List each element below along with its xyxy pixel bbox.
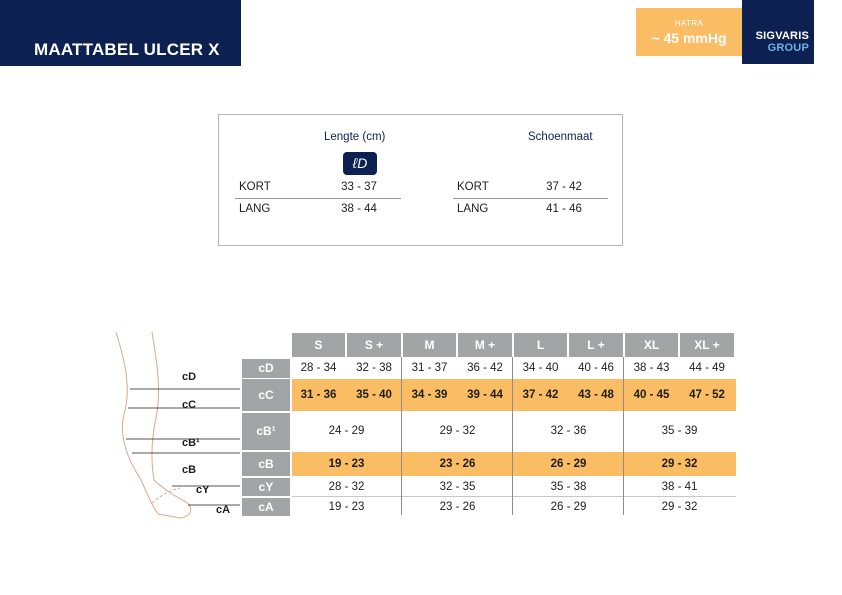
size-table [242,333,736,515]
size-cell: 28 - 32 [328,481,365,493]
size-cell: 32 - 36 [550,425,587,437]
size-cell: 39 - 44 [467,389,503,401]
hatra-badge [636,8,742,56]
size-header-Mplus: M + [458,333,512,357]
hatra-label: HATRA [674,19,704,28]
size-cell: 35 - 39 [661,425,698,437]
row-label-cd: cD [242,359,290,378]
size-cell: 40 - 45 [633,389,670,401]
size-cell: 37 - 42 [522,389,559,401]
page-title: MAATTABEL ULCER X [34,40,220,59]
size-cell: 36 - 42 [467,362,503,374]
size-cell: 19 - 23 [328,501,365,513]
size-cell: 38 - 43 [633,362,670,374]
row-divider [292,496,736,497]
size-cell: 34 - 39 [411,389,448,401]
row-label-ca: cA [242,498,290,516]
leg-outline-back [116,332,158,514]
size-cell: 23 - 26 [439,458,476,470]
leg-label-ca: cA [216,504,231,516]
group-divider [512,357,513,515]
length-row-value: 33 - 37 [341,181,377,193]
row-label-cy: cY [242,478,290,496]
size-cell: 40 - 46 [578,362,614,374]
size-cell: 35 - 40 [356,389,392,401]
size-cell: 24 - 29 [328,425,365,437]
row-label-cb1: cB¹ [242,413,290,450]
leg-label-cy: cY [196,484,210,496]
divider [453,198,608,199]
shoe-column-header: Schoenmaat [528,131,593,143]
length-table [218,114,623,246]
size-cell: 31 - 37 [411,362,448,374]
leg-label-cb1: cB¹ [182,437,200,449]
leg-outline-front [152,332,191,518]
ld-badge: ℓD [343,152,377,175]
size-header-Splus: S + [347,333,401,357]
size-cell: 26 - 29 [550,458,587,470]
size-cell: 29 - 32 [439,425,476,437]
leg-label-cd: cD [182,371,197,383]
size-cell: 43 - 48 [578,389,614,401]
size-header-S: S [292,333,345,357]
size-header-Lplus: L + [569,333,623,357]
size-cell: 32 - 38 [356,362,392,374]
leg-label-cc: cC [182,399,197,411]
group-divider [401,357,402,515]
leg-diagram [110,328,240,523]
size-cell: 26 - 29 [550,501,587,513]
row-label-cc: cC [242,379,290,411]
size-header-XLplus: XL + [680,333,734,357]
title-bar [0,0,241,66]
shoe-row-label: LANG [457,203,489,215]
shoe-row-value: 37 - 42 [546,181,582,193]
size-cell: 23 - 26 [439,501,476,513]
size-header-M: M [403,333,456,357]
size-cell: 38 - 41 [661,481,698,493]
sigvaris-logo [742,0,814,64]
row-label-cb: cB [242,452,290,476]
size-header-XL: XL [625,333,678,357]
length-row-label: LANG [239,203,271,215]
length-column-header: Lengte (cm) [324,131,386,143]
size-cell: 31 - 36 [300,389,337,401]
length-row-value: 38 - 44 [341,203,377,215]
length-row-label: KORT [239,181,271,193]
divider [235,198,401,199]
size-cell: 29 - 32 [661,501,698,513]
size-cell: 47 - 52 [689,389,725,401]
size-cell: 34 - 40 [522,362,559,374]
size-header-L: L [514,333,567,357]
logo-line-1: SIGVARIS [755,30,809,42]
size-cell: 32 - 35 [439,481,476,493]
size-cell: 44 - 49 [689,362,725,374]
size-cell: 19 - 23 [328,458,365,470]
pressure-value: ~ 45 mmHg [651,30,727,46]
shoe-row-value: 41 - 46 [546,203,582,215]
group-divider [623,357,624,515]
shoe-row-label: KORT [457,181,489,193]
size-cell: 29 - 32 [661,458,698,470]
size-cell: 28 - 34 [300,362,337,374]
size-cell: 35 - 38 [550,481,587,493]
leg-label-cb: cB [182,464,197,476]
logo-line-2: GROUP [767,42,809,54]
